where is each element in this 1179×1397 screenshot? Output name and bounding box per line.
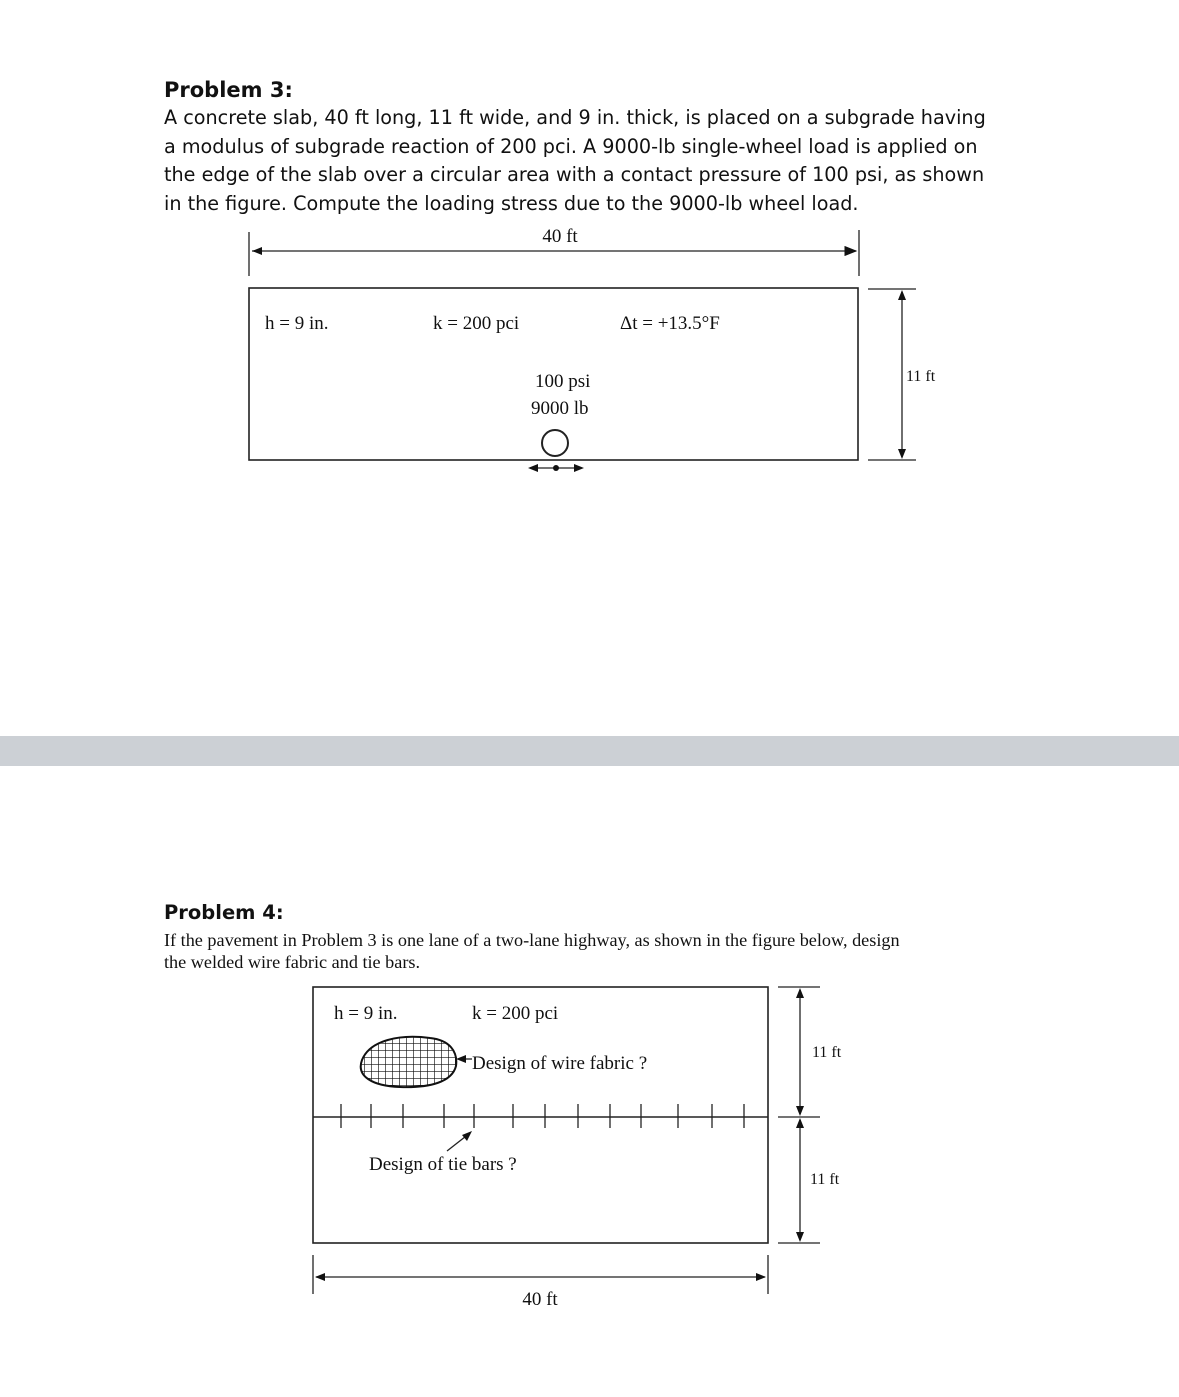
p3-k-label: k = 200 pci [433, 313, 520, 334]
p4-highway [313, 987, 768, 1243]
p4-tie-bars [341, 1104, 744, 1128]
p3-pressure-label: 100 psi [535, 371, 591, 392]
p4-lane1-width: 11 ft [812, 1044, 842, 1061]
p3-h-label: h = 9 in. [265, 313, 329, 334]
p4-length-label: 40 ft [522, 1289, 558, 1310]
p4-h-label: h = 9 in. [334, 1003, 398, 1024]
problem3-text: A concrete slab, 40 ft long, 11 ft wide, and 9 in. thick, is placed on a subgrade having a modulus of subgrade reaction of 200 pci. A 9000-lb single-wheel load is applied on the edge of the slab over a circular area with a contact pressure of 100 psi, as shown in the figure. Compute the loading stress due to the 9000-lb wheel load. [164, 106, 986, 215]
p4-tiebar-label: Design of tie bars ? [369, 1154, 517, 1175]
p4-lane2-width: 11 ft [810, 1171, 840, 1188]
p4-fabric-label: Design of wire fabric ? [472, 1053, 648, 1074]
p3-width-label: 11 ft [906, 368, 936, 385]
p4-wire-fabric-icon [361, 1037, 457, 1087]
p3-length-label: 40 ft [542, 226, 578, 247]
problem4-title: Problem 4: [164, 901, 284, 924]
problem3-title: Problem 3: [164, 78, 293, 102]
p3-dt-label: Δt = +13.5°F [620, 313, 720, 334]
p3-load-label: 9000 lb [531, 398, 589, 419]
p4-k-label: k = 200 pci [472, 1003, 559, 1024]
problem4-text: If the pavement in Problem 3 is one lane of a two-lane highway, as shown in the figure below, design the welded wire fabric and tie bars. [164, 930, 900, 972]
